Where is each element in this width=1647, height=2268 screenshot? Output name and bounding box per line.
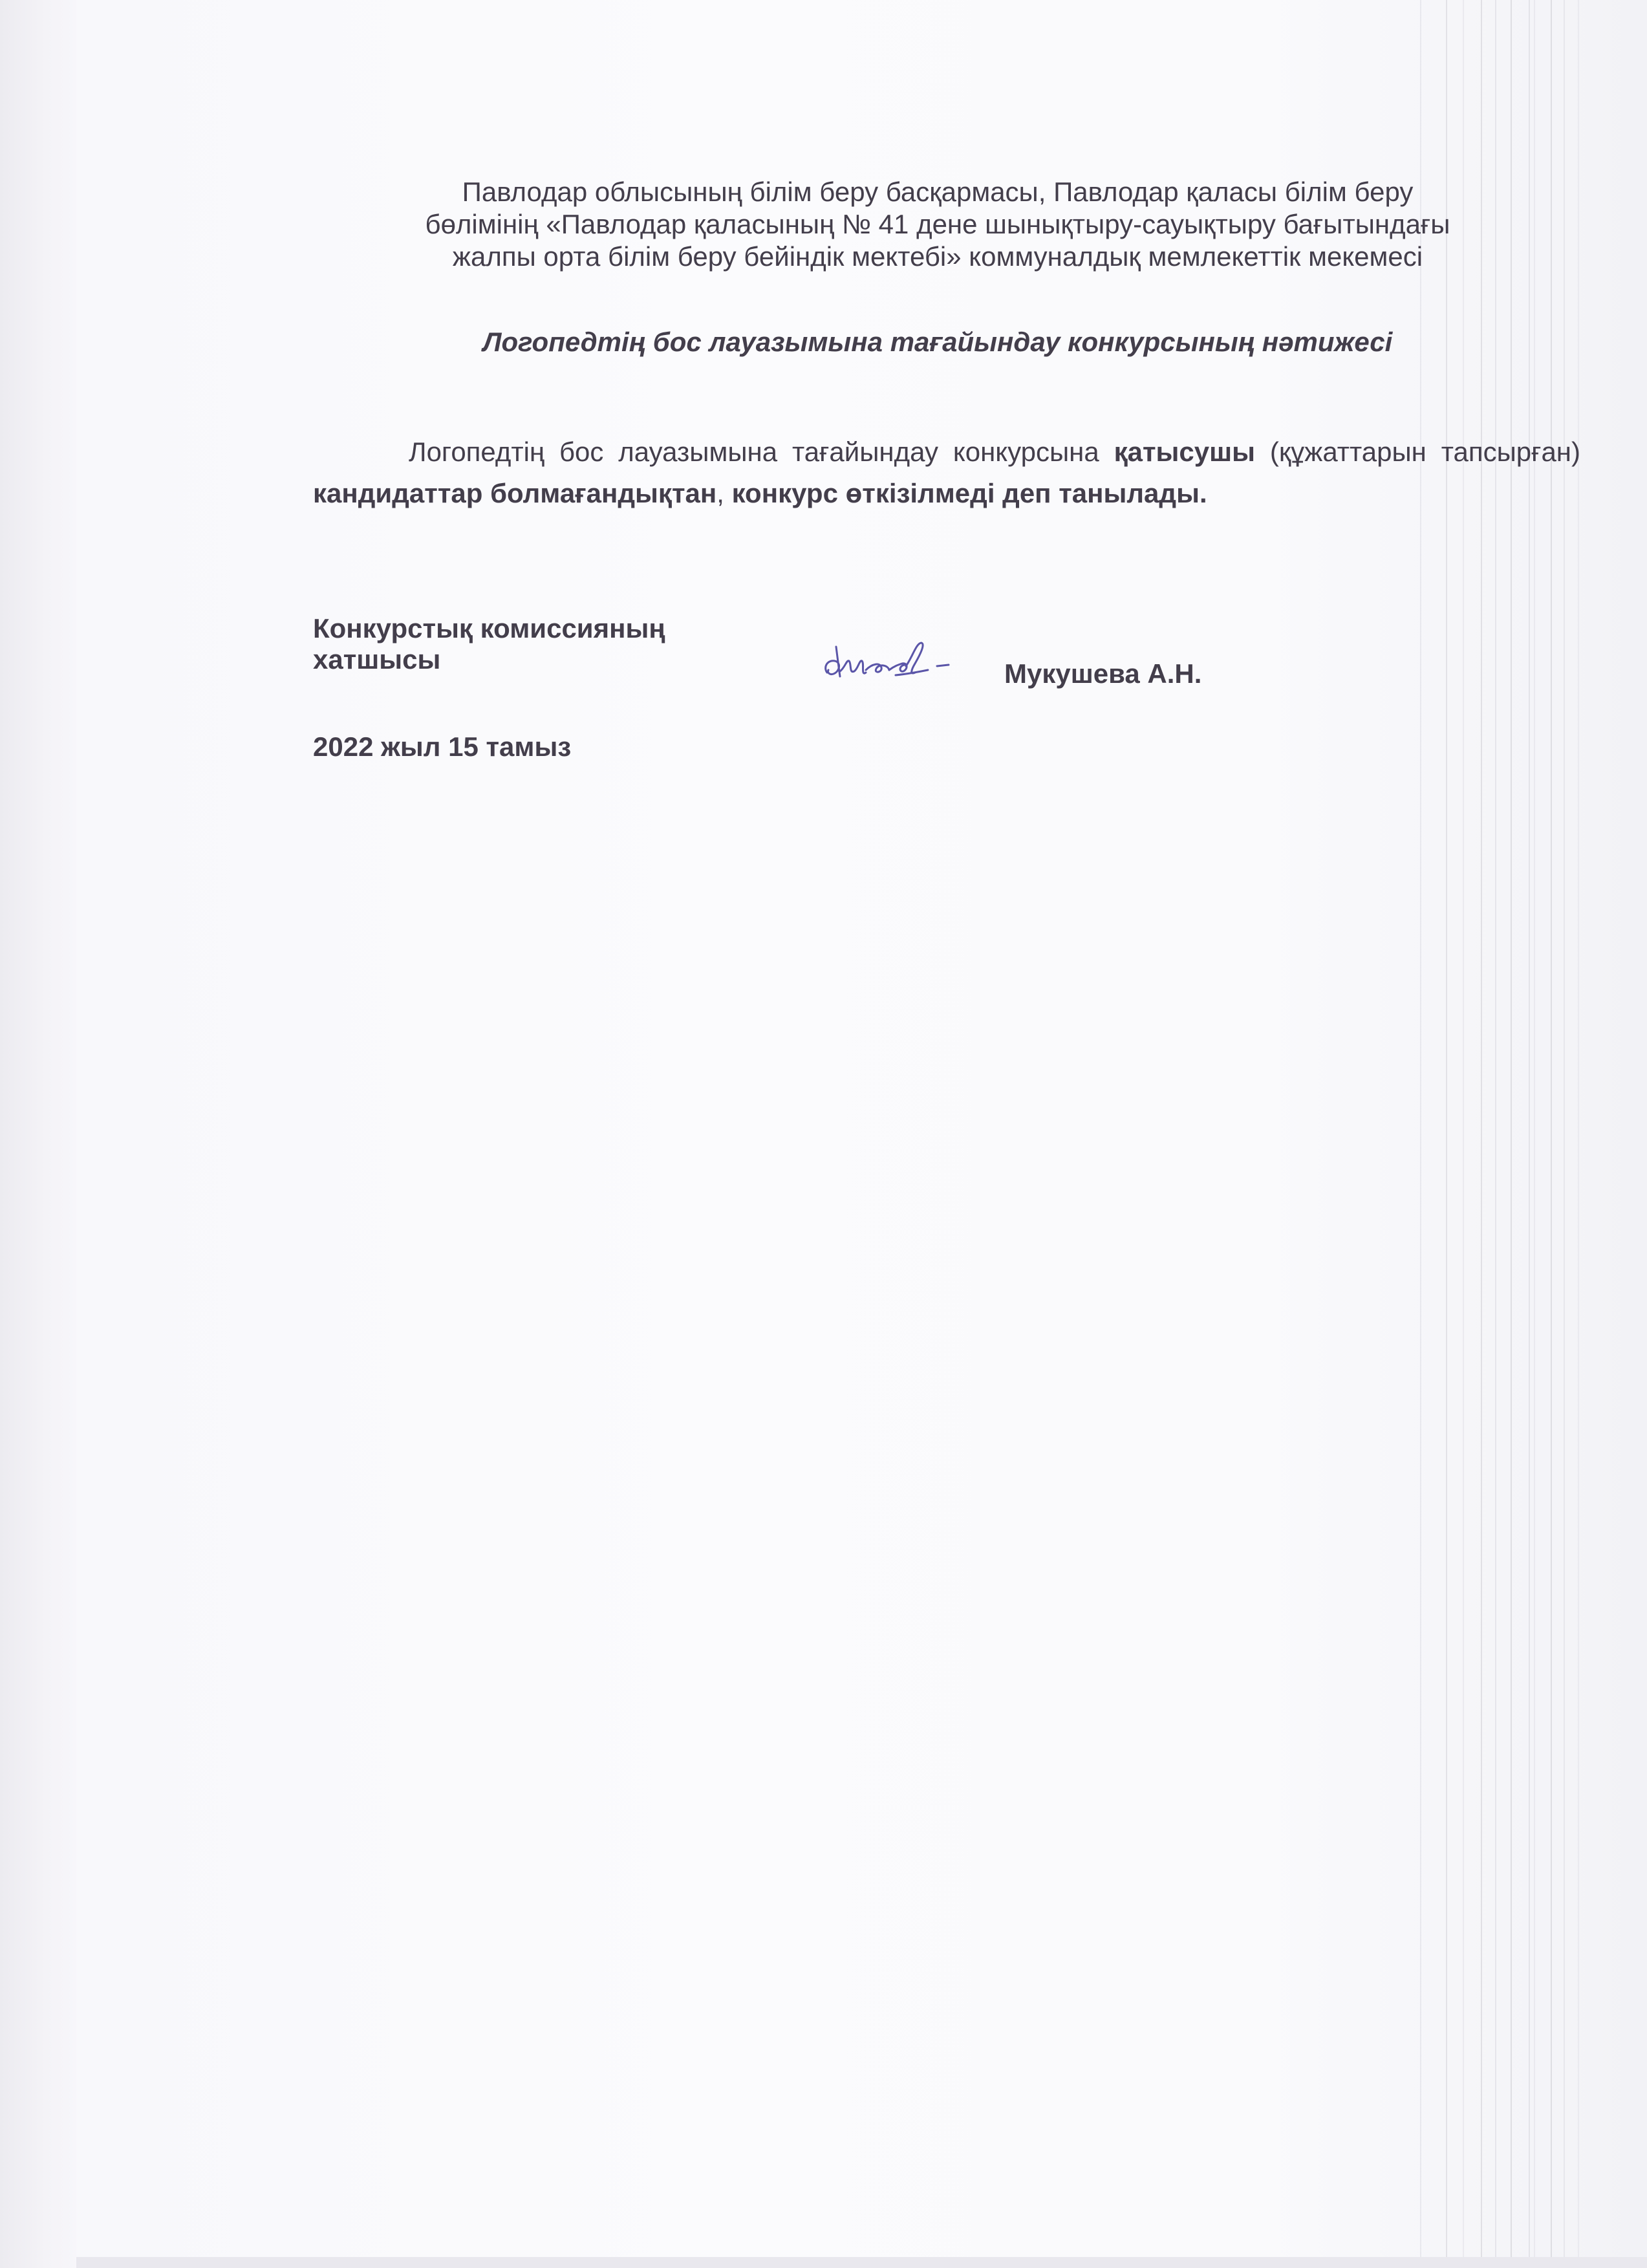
role-line: Конкурстық комиссияның [313,613,665,643]
header-line: Павлодар облысының білім беру басқармасы, Павлодар қаласы білім беру [462,177,1414,207]
body-bold-text: кандидаттар болмағандықтан [313,478,717,508]
header-line: бөлімінің «Павлодар қаласының № 41 дене шынықтыру-сауықтыру бағытындағы [425,209,1450,239]
role-line: хатшысы [313,644,441,675]
body-text: (құжаттарын тапсырған) [1255,437,1580,467]
header-line: жалпы орта білім беру бейіндік мектебі» коммуналдық мемлекеттік мекемесі [452,241,1423,272]
body-text: , [716,478,732,508]
document-date: 2022 жыл 15 тамыз [313,731,572,762]
body-bold-text: конкурс өткізілмеді деп танылады. [731,478,1207,508]
result-paragraph [313,431,1580,514]
scan-edge [0,0,76,2268]
body-bold-text: қатысушы [1114,437,1256,467]
document-title: Логопедтің бос лауазымына тағайындау конкурсының нәтижесі [482,327,1393,357]
scan-bottom-edge [76,2257,1647,2268]
body-text: Логопедтің бос лауазымына тағайындау конкурсына [409,437,1114,467]
scan-streak [1578,0,1579,2257]
institution-header [304,176,1571,273]
signatory-role [313,613,665,675]
signatory-name: Мукушева А.Н. [1004,658,1202,689]
handwritten-signature [818,634,954,692]
